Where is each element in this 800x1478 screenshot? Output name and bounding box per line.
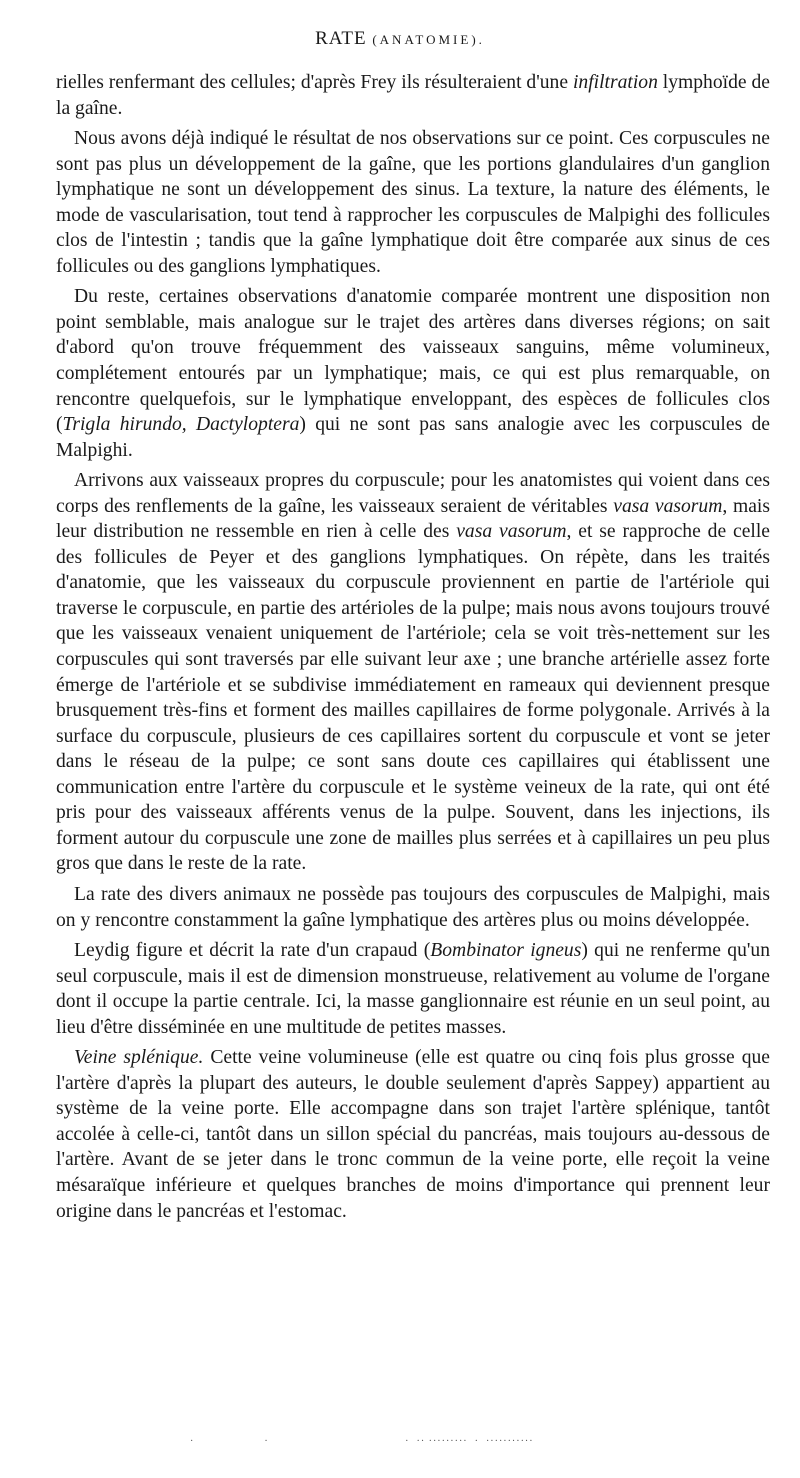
italic-run: Trigla hirundo, Dactyloptera xyxy=(62,414,300,436)
paragraph xyxy=(56,70,770,121)
text-run: ) qui ne renferme qu'un seul corpuscule, mais il est de dimension monstrueuse, relativement au volume de l'organe dont il occupe la partie centrale. Ici, la masse ganglionnaire est réunie en un seul point, au lieu d'être disséminée en une multitude de petites masses. xyxy=(56,940,770,1038)
text-run: ) qui ne sont pas sans analogie avec les corpuscules de Malpighi. xyxy=(56,414,770,461)
text-run: Cette veine volumineuse (elle est quatre ou cinq fois plus grosse que l'artère d'après la plupart des auteurs, le double seulement d'après Sappey) appartient au système de la veine porte. Elle accompagne dans son trajet l'artère splénique, tantôt accolée à celle-ci, tantôt dans un sillon spécial du pancréas, mais toujours au-dessous de l'artère. Avant de se jeter dans le tronc commun de la veine porte, elle reçoit la veine mésaraïque inférieure et quelques branches de moins d'importance qui prennent leur origine dans le pancréas et l'estomac. xyxy=(56,1047,770,1222)
italic-run: Bombinator igneus xyxy=(430,940,582,962)
running-header xyxy=(0,28,800,50)
text-run: Nous avons déjà indiqué le résultat de nos observations sur ce point. Ces corpuscules ne sont pas plus un développement de la gaîne, que les portions glandulaires d'un ganglion lymphatique ne sont un développement des sinus. La texture, la nature des éléments, le mode de vascularisation, tout tend à rapprocher les corpuscules de Malpighi des follicules clos de l'intestin ; tandis que la gaîne lymphatique doit être comparée aux sinus de ces follicules ou des ganglions lymphatiques. xyxy=(56,128,770,277)
header-subtitle: (ANATOMIE). xyxy=(372,32,485,47)
paragraph xyxy=(56,882,770,933)
text-run: , et se rapproche de celle des follicules de Peyer et des ganglions lymphatiques. On répète, dans les traités d'anatomie, que les vaisseaux du corpuscule proviennent en partie de l'artériole qui traverse le corpuscule, en partie des artérioles de la pulpe; mais nous avons toujours trouvé que les vaisseaux venaient uniquement de l'artériole; cela se voit très-nettement sur les corpuscules qui sont traversés par elle suivant leur axe ; une branche artérielle assez forte émerge de l'artériole et se subdivise immédiatement en rameaux qui deviennent presque brusquement très-fins et forment des mailles capillaires de forme polygonale. Arrivés à la surface du corpuscule, plusieurs de ces capillaires sortent du corpuscule et vont se jeter dans le réseau de la pulpe; ce sont sans doute ces capillaires qui établissent une communication entre l'artère du corpuscule et le système veineux de la rate, qui ont été pris pour des vaisseaux afférents venus de la pulpe. Souvent, dans les injections, ils forment autour du corpuscule une zone de mailles plus serrées et à capillaires un peu plus gros que dans le reste de la rate. xyxy=(56,521,770,875)
italic-run: infiltration xyxy=(572,72,658,93)
header-title: RATE xyxy=(315,28,367,49)
text-run: Arrivons aux vaisseaux propres du corpuscule; pour les anatomistes qui voient dans ces corps des renflements de la gaîne, les vaisseaux seraient de véritables xyxy=(56,470,770,517)
paragraph xyxy=(56,938,770,1040)
text-run: Du reste, certaines observations d'anatomie comparée montrent une disposition non point semblable, mais analogue sur le trajet des artères dans diverses régions; on sait d'abord qu'on trouve fréquemment des vaisseaux sanguins, même volumineux, complétement entourés par un lymphatique; mais, ce qui est plus remarquable, on rencontre quelquefois, sur le lymphatique enveloppant, des espèces de follicules clos ( xyxy=(56,286,770,436)
text-run: Leydig figure et décrit la rate d'un crapaud ( xyxy=(74,940,431,962)
text-run: rielles renfermant des cellules; d'après Frey ils résulteraient d'une xyxy=(56,72,573,93)
page-bottom-specks: · · · ·· ········· · ··········· xyxy=(190,1436,534,1447)
paragraph xyxy=(56,1045,770,1224)
text-run: La rate des divers animaux ne possède pas toujours des corpuscules de Malpighi, mais on y rencontre constamment la gaîne lymphatique des artères plus ou moins développée. xyxy=(56,883,770,931)
paragraph xyxy=(56,468,770,877)
text-run: , mais leur distribution ne ressemble en rien à celle des xyxy=(56,495,770,543)
paragraph xyxy=(56,284,770,463)
body-text xyxy=(56,70,770,1229)
text-run: lymphoïde de la gaîne. xyxy=(56,72,770,119)
italic-run: Veine splénique. xyxy=(74,1047,204,1069)
italic-run: vasa vasorum xyxy=(613,495,723,517)
italic-run: vasa vasorum xyxy=(456,521,567,543)
paragraph xyxy=(56,126,770,279)
